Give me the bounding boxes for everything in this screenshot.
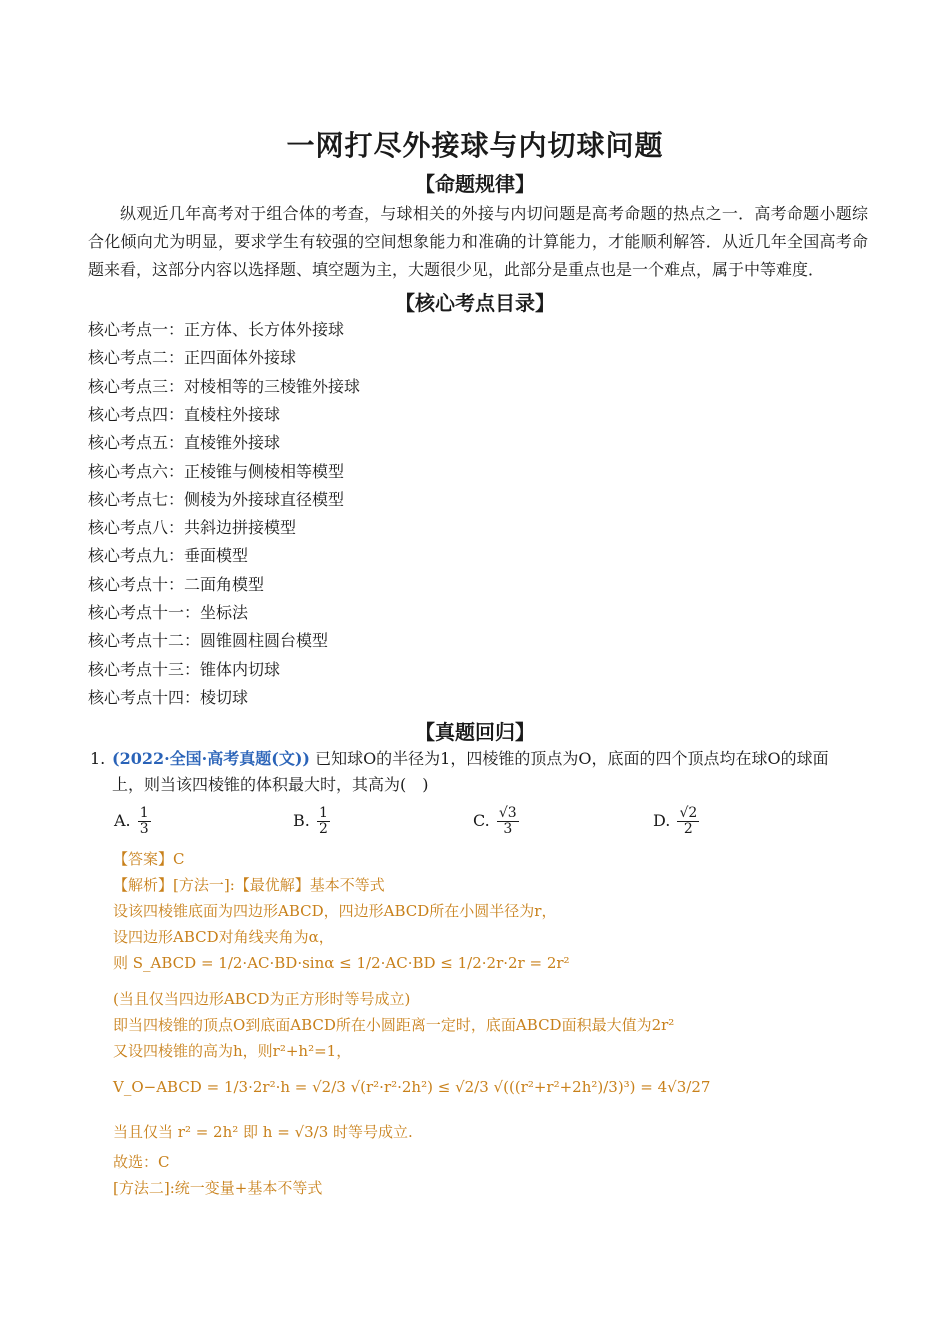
method-two-heading: [方法二]:统一变量+基本不等式 [113,1179,323,1197]
question-number: 1. [90,749,106,768]
option-label: C. [473,811,490,830]
page-title: 一网打尽外接球与内切球问题 [286,129,664,162]
question-1 [88,746,878,798]
option-label: D. [653,811,671,830]
denominator: 2 [683,821,693,837]
equation-area [113,953,570,973]
question-source: (2022·全国·高考真题(文)) [112,749,310,768]
numerator: 1 [318,805,328,821]
toc-item: 核心考点一：正方体、长方体外接球 [88,320,345,339]
equality-condition [113,1122,413,1142]
numerator: 1 [139,805,149,821]
solution-line: 即当四棱锥的顶点O到底面ABCD所在小圆距离一定时，底面ABCD面积最大值为2r² [113,1016,675,1034]
solution-line: 设该四棱锥底面为四边形ABCD，四边形ABCD所在小圆半径为r， [113,902,557,920]
solution-line: (当且仅当四边形ABCD为正方形时等号成立) [113,990,411,1008]
option-a [114,806,153,837]
toc-item: 核心考点十：二面角模型 [88,574,265,594]
toc-item: 核心考点十一：坐标法 [88,603,249,622]
section-heading-rules: 【命题规律】 [415,172,535,196]
toc-item: 核心考点八：共斜边拼接模型 [88,518,297,538]
section-heading-review: 【真题回归】 [415,720,535,744]
answer-label: 【答案】C [113,850,185,868]
option-fraction [317,806,330,837]
option-label: A. [114,811,131,830]
solution-line: 故选：C [113,1153,170,1171]
toc-item: 核心考点五：直棱锥外接球 [88,433,281,453]
toc-item: 核心考点七：侧棱为外接球直径模型 [88,489,345,509]
rules-paragraph: 纵观近几年高考对于组合体的考查，与球相关的外接与内切问题是高考命题的热点之一．高考命题小题综合化倾向尤为明显，要求学生有较强的空间想象能力和准确的计算能力，才能顺利解答．从近几年全国高考命题来看，这部分内容以选择题、填空题为主，大题很少见，此部分是重点也是一个难点，属于中等难度． [88,204,868,279]
denominator: 3 [139,821,149,837]
section-heading-toc: 【核心考点目录】 [395,291,555,315]
analysis-heading: 【解析】[方法一]:【最优解】基本不等式 [113,876,385,894]
toc-item: 核心考点六：正棱锥与侧棱相等模型 [88,461,345,481]
solution-line: 设四边形ABCD对角线夹角为α， [113,928,334,946]
option-fraction [497,806,519,837]
option-fraction [677,806,699,837]
equation-text: 当且仅当 r² = 2h² 即 h = √3/3 时等号成立. [113,1123,413,1141]
option-d [653,806,701,837]
option-fraction [138,806,151,837]
toc-item: 核心考点十三：锥体内切球 [88,659,281,679]
question-text-line2: 上，则当该四棱锥的体积最大时，其高为( ) [112,775,429,794]
toc-item: 核心考点十四：棱切球 [88,687,249,707]
numerator: √2 [679,805,698,821]
toc-item: 核心考点三：对棱相等的三棱锥外接球 [88,376,361,396]
solution-line: 又设四棱锥的高为h，则r²+h²=1， [113,1042,352,1060]
option-b [293,806,332,837]
toc-item: 核心考点二：正四面体外接球 [88,348,297,368]
toc-item: 核心考点四：直棱柱外接球 [88,404,281,424]
equation-text: V_O−ABCD = 1/3·2r²·h = √2/3 √(r²·r²·2h²) ≤ √2/3 √(((r²+r²+2h²)/3)³) = 4√3/27 [113,1078,711,1096]
denominator: 2 [318,821,328,837]
numerator: √3 [498,805,517,821]
toc-item: 核心考点九：垂面模型 [88,546,249,566]
option-c [473,806,521,837]
volume-equation [113,1077,710,1097]
question-text-line1: 已知球O的半径为1，四棱锥的顶点为O，底面的四个顶点均在球O的球面 [315,749,829,768]
option-label: B. [293,811,310,830]
equation-text: 则 S_ABCD = 1/2·AC·BD·sinα ≤ 1/2·AC·BD ≤ 1/2·2r·2r = 2r² [113,954,570,972]
denominator: 3 [503,821,513,837]
toc-item: 核心考点十二：圆锥圆柱圆台模型 [88,631,329,651]
